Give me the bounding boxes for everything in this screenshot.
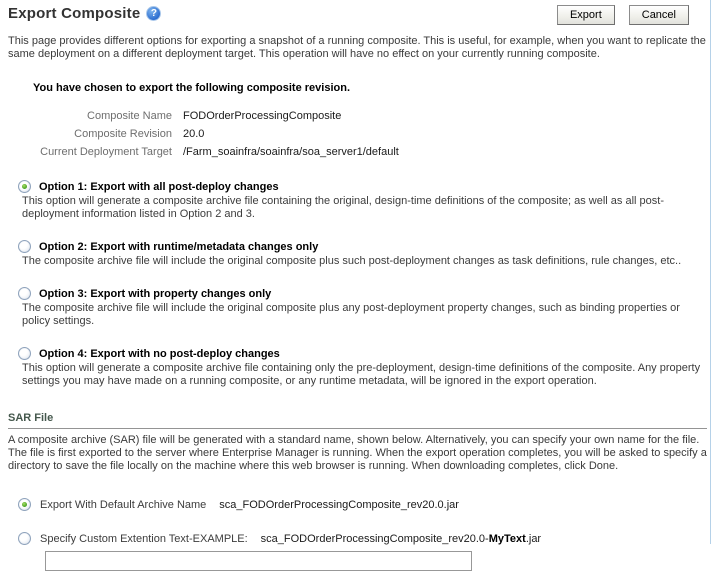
export-button[interactable]: Export	[557, 5, 615, 25]
option-3-label: Option 3: Export with property changes only	[39, 287, 272, 300]
composite-revision-label: Composite Revision	[74, 128, 172, 140]
custom-extension-example	[261, 533, 541, 545]
option-4-description: This option will generate a composite archive file containing only the pre-deployment, design-time definitions of the composite. Any property settings you may have made on a running composite, or any runtime metadata, will be ignored in the export operation.	[22, 362, 701, 387]
composite-name-value: FODOrderProcessingComposite	[183, 110, 342, 122]
sar-divider	[8, 428, 707, 429]
revision-summary-fields	[8, 107, 703, 161]
composite-name-row	[8, 107, 703, 125]
default-archive-label: Export With Default Archive Name	[40, 498, 207, 511]
right-panel-border	[710, 0, 711, 544]
deployment-target-row	[8, 143, 703, 161]
help-icon[interactable]: ?	[146, 6, 161, 21]
option-1-description: This option will generate a composite archive file containing the original, design-time definitions of the composite; as well as all post-deployment information listed in Option 2 and 3.	[22, 195, 665, 220]
option-2-label: Option 2: Export with runtime/metadata changes only	[39, 240, 319, 253]
custom-extension-option	[18, 532, 703, 545]
cancel-button[interactable]: Cancel	[629, 5, 689, 25]
custom-extension-label: Specify Custom Extention Text-EXAMPLE:	[40, 532, 248, 545]
option-2-description: The composite archive file will include the original composite plus such post-deployment changes as task definitions, rule changes, etc..	[22, 255, 682, 267]
default-archive-option	[18, 498, 703, 511]
revision-summary-heading: You have chosen to export the following composite revision.	[33, 82, 351, 94]
custom-example-suffix: .jar	[525, 532, 542, 545]
deployment-target-label: Current Deployment Target	[40, 146, 172, 158]
option-1	[8, 180, 703, 221]
option-1-label: Option 1: Export with all post-deploy changes	[39, 180, 279, 193]
option-2-radio[interactable]	[18, 240, 31, 253]
page-title: Export Composite	[8, 5, 141, 22]
option-1-radio[interactable]	[18, 180, 31, 193]
deployment-target-value: /Farm_soainfra/soainfra/soa_server1/default	[183, 146, 399, 158]
sar-file-heading: SAR File	[8, 412, 54, 424]
page-header	[8, 5, 703, 25]
composite-name-label: Composite Name	[87, 110, 172, 122]
custom-extension-radio[interactable]	[18, 532, 31, 545]
option-4	[8, 347, 703, 388]
composite-revision-row	[8, 125, 703, 143]
option-3-radio[interactable]	[18, 287, 31, 300]
sar-file-description: A composite archive (SAR) file will be generated with a standard name, shown below. Alternatively, you can specify your own name for the file. The file is first exported to the server where Enterprise Manager is running. When the export operation completes, you will be asked to specify a directory to save the file locally on the machine where this web browser is running. When downloading completes, click Done.	[8, 434, 707, 472]
option-2	[8, 240, 703, 268]
sar-file-section	[8, 412, 707, 571]
option-4-radio[interactable]	[18, 347, 31, 360]
intro-text: This page provides different options for exporting a snapshot of a running composite. This is useful, for example, when you want to replicate the same deployment on a different deployment target. This operation will have no effect on your currently running composite.	[8, 35, 706, 60]
default-archive-radio[interactable]	[18, 498, 31, 511]
custom-example-prefix: sca_FODOrderProcessingComposite_rev20.0-	[260, 532, 489, 545]
option-3	[8, 287, 703, 328]
option-4-label: Option 4: Export with no post-deploy changes	[39, 347, 280, 360]
export-options-group	[8, 180, 703, 388]
composite-revision-value: 20.0	[183, 128, 205, 140]
default-archive-filename: sca_FODOrderProcessingComposite_rev20.0.jar	[219, 498, 459, 511]
option-3-description: The composite archive file will include the original composite plus any post-deployment property changes, such as binding properties or policy settings.	[22, 302, 680, 327]
custom-example-bold: MyText	[488, 532, 526, 545]
custom-extension-input[interactable]	[45, 551, 472, 571]
